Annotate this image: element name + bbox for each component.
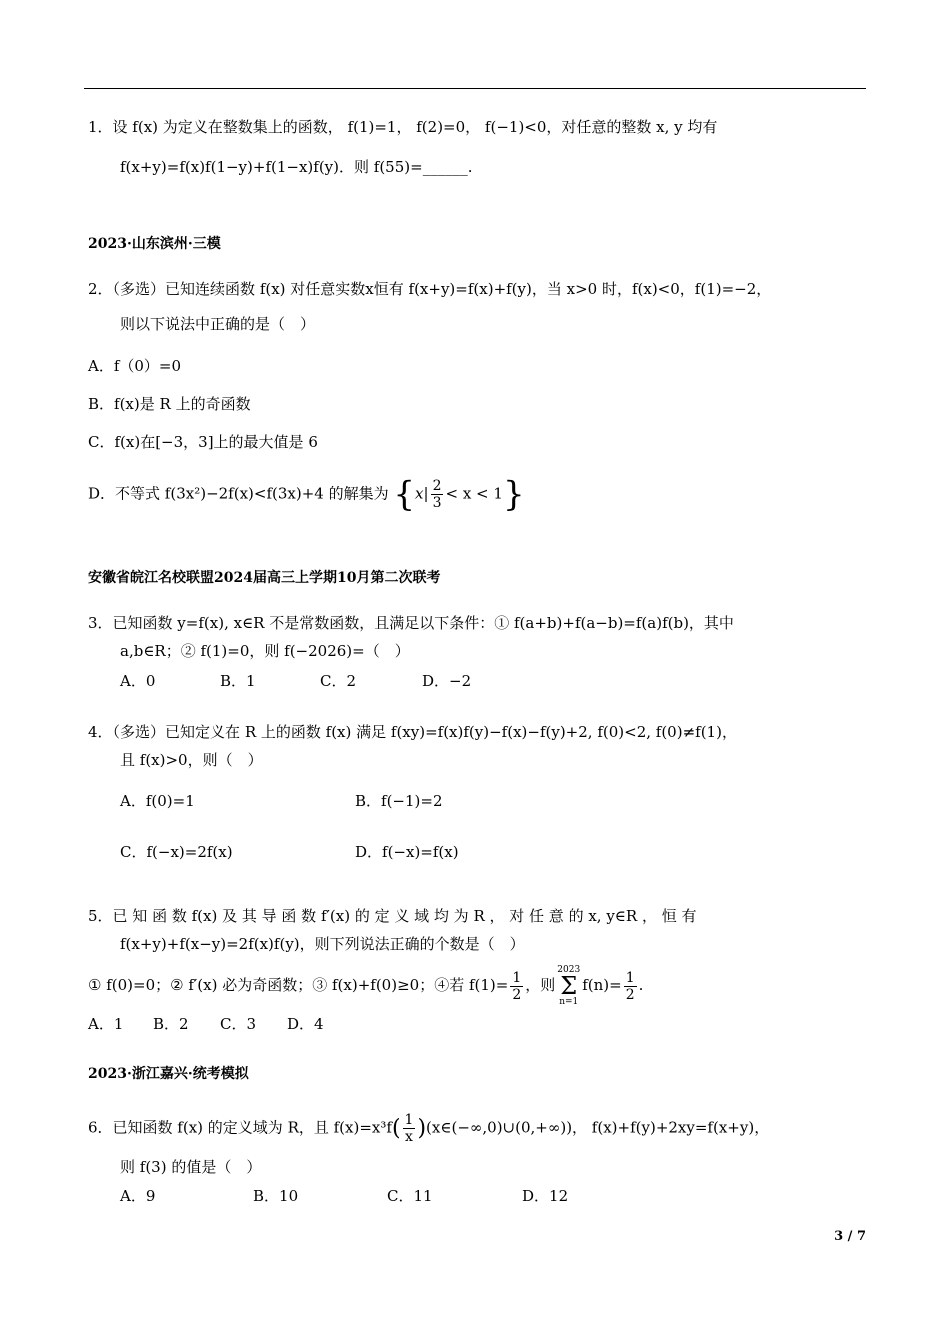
frac-num: 2 [432, 478, 442, 494]
frac-num: 1 [404, 1112, 414, 1128]
section-title-2: 安徽省皖江名校联盟2024届高三上学期10月第二次联考 [88, 570, 441, 586]
q5-line2: f(x+y)+f(x−y)=2f(x)f(y)，则下列说法正确的个数是（ ） [120, 935, 525, 953]
frac-den: 2 [625, 986, 635, 1003]
q1-line1: 1．设 f(x) 为定义在整数集上的函数， f(1)=1， f(2)=0， f(−1)<0，对任意的整数 x, y 均有 [88, 118, 718, 136]
set-condition: < x < 1 [445, 484, 503, 503]
sum-body: f(n)= [582, 976, 622, 994]
q3-line1: 3．已知函数 y=f(x), x∈R 不是常数函数，且满足以下条件：① f(a+b)+f(a−b)=f(a)f(b)，其中 [88, 614, 734, 632]
frac-num: 1 [512, 969, 522, 986]
q6-option-b: B．10 [253, 1187, 299, 1205]
fraction-two-thirds [431, 478, 444, 511]
q2-line2: 则以下说法中正确的是（ ） [120, 315, 316, 333]
frac-den: 3 [432, 495, 442, 511]
fraction-one-over-x [403, 1112, 416, 1145]
q6-line1-post: (x∈(−∞,0)∪(0,+∞))， f(x)+f(y)+2xy=f(x+y)， [426, 1118, 770, 1137]
sigma-icon: Σ [560, 972, 578, 1000]
q4-option-c: C．f(−x)=2f(x) [120, 843, 233, 861]
q5-line3-text: ① f(0)=0；② f′(x) 必为奇函数；③ f(x)+f(0)≥0；④若 f(1)= [88, 976, 509, 994]
right-paren: ) [417, 1116, 427, 1141]
q4-option-a: A．f(0)=1 [120, 792, 195, 810]
q5-line3-mid: ，则 [525, 976, 556, 994]
q3-line2: a,b∈R；② f(1)=0，则 f(−2026)=（ ） [120, 642, 410, 660]
left-paren: ( [391, 1116, 401, 1141]
q2-option-c: C．f(x)在[−3，3]上的最大值是 6 [88, 433, 318, 451]
q6-option-c: C．11 [387, 1187, 433, 1205]
q5-line3 [88, 965, 643, 1007]
q6-line1 [88, 1112, 769, 1145]
sum-upper-limit: 2023 [557, 965, 581, 975]
q1-line2: f(x+y)=f(x)f(1−y)+f(1−x)f(y)．则 f(55)=______. [120, 158, 473, 176]
frac-num: 1 [625, 969, 635, 986]
set-variable: x [415, 484, 424, 503]
page-number: 3 / 7 [834, 1229, 866, 1244]
left-brace: { [393, 474, 416, 515]
q2-line1: 2．（多选）已知连续函数 f(x) 对任意实数x恒有 f(x+y)=f(x)+f(y)，当 x>0 时，f(x)<0，f(1)=−2， [88, 280, 772, 298]
q2-option-d-text: D．不等式 f(3x²)−2f(x)<f(3x)+4 的解集为 [88, 484, 389, 503]
q3-option-c: C．2 [320, 672, 357, 690]
q5-option-b: B．2 [153, 1015, 189, 1033]
q4-option-d: D．f(−x)=f(x) [355, 843, 459, 861]
q3-option-b: B．1 [220, 672, 256, 690]
q6-line2: 则 f(3) 的值是（ ） [120, 1158, 262, 1176]
right-brace: } [502, 474, 525, 515]
section-title-1: 2023·山东滨州·三模 [88, 236, 221, 252]
q5-line3-end: . [638, 976, 644, 994]
frac-den: 2 [512, 986, 522, 1003]
q2-option-b: B．f(x)是 R 上的奇函数 [88, 395, 251, 413]
q2-option-d: D．不等式 f(3x²)−2f(x)<f(3x)+4 的解集为 {x| $\frac{2}{3}$ < x < 1} [88, 474, 525, 515]
q3-option-d: D．−2 [422, 672, 472, 690]
q3-option-a: A．0 [120, 672, 156, 690]
q6-option-a: A．9 [120, 1187, 156, 1205]
q4-line2: 且 f(x)>0，则（ ） [120, 751, 263, 769]
q4-option-b: B．f(−1)=2 [355, 792, 443, 810]
q5-line1: 5．已 知 函 数 f(x) 及 其 导 函 数 f′(x) 的 定 义 域 均 为 R ， 对 任 意 的 x, y∈R ， 恒 有 [88, 907, 697, 925]
q6-line1-text: 6．已知函数 f(x) 的定义域为 R，且 f(x)=x³f [88, 1118, 392, 1137]
q4-line1: 4．（多选）已知定义在 R 上的函数 f(x) 满足 f(xy)=f(x)f(y)−f(x)−f(y)+2, f(0)<2, f(0)≠f(1)， [88, 723, 737, 741]
frac-den: x [405, 1129, 413, 1145]
q5-option-a: A．1 [88, 1015, 124, 1033]
section-title-3: 2023·浙江嘉兴·统考模拟 [88, 1066, 249, 1082]
q5-option-c: C．3 [220, 1015, 257, 1033]
q6-option-d: D．12 [522, 1187, 569, 1205]
q5-option-d: D．4 [287, 1015, 324, 1033]
fraction-one-half-a [510, 970, 523, 1003]
sum-lower-limit: n=1 [559, 997, 579, 1007]
fraction-one-half-b [624, 970, 637, 1003]
header-rule [84, 88, 866, 89]
q2-option-a: A．f（0）=0 [88, 357, 182, 375]
summation-symbol [557, 965, 580, 1007]
